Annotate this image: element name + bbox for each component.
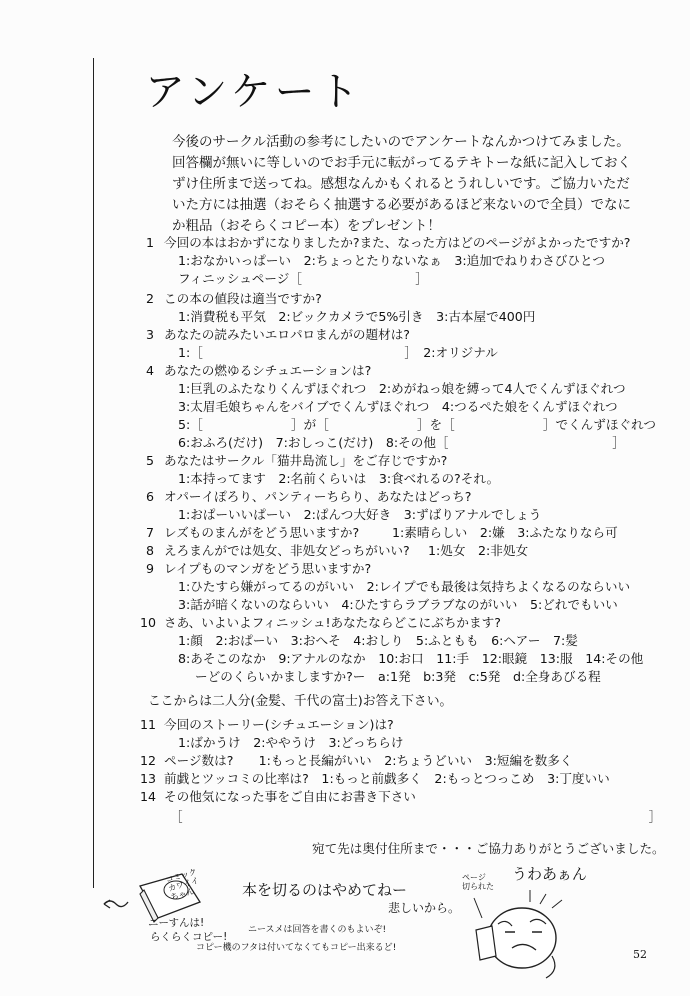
- closing-note: 宛て先は奥付住所まで・・・ご協力ありがとうございました。: [312, 841, 665, 856]
- option-line: 5:［ ］が［ ］を［ ］でくんずほぐれつ: [178, 417, 656, 432]
- margin-rule: [93, 58, 94, 888]
- option-line: 1:［ ］ 2:オリジナル: [178, 345, 498, 360]
- option-line: 1:おなかいっぱーい 2:ちょっとたりないなぁ 3:追加でねりわさびひとつ: [178, 253, 605, 268]
- option-line: 1:ばかうけ 2:ややうけ 3:どっちらけ: [178, 735, 404, 750]
- option-line: 1:処女 2:非処女: [428, 543, 529, 558]
- question-text: オパーイぽろり、パンティーちらり、あなたはどっち?: [164, 489, 472, 504]
- intro-line: ずけ住所まで送ってね。感想なんかもくれるとうれしいです。ご協力いただ: [172, 176, 630, 192]
- option-line: 3:話が暗くないのならいい 4:ひたすらラブラブなのがいい 5:どれでもいい: [178, 597, 618, 612]
- intro-line: 今後のサークル活動の参考にしたいのでアンケートなんかつけてみました。: [172, 134, 630, 150]
- question-text: あなたはサークル「猫井島流し」をご存じですか?: [164, 453, 448, 468]
- question-number: 5: [146, 453, 155, 468]
- question-text: レイプものマンガをどう思いますか?: [164, 561, 372, 576]
- question-text: さあ、いよいよフィニッシュ!あなたならどこにぶちかます?: [164, 615, 501, 630]
- crying-text: うわあぁん: [512, 865, 587, 883]
- page-cut-label: ページ 切られた: [462, 873, 494, 891]
- question-number: 11: [140, 717, 157, 732]
- book-cover-label: コミック カワイイ ちゃん: [164, 867, 200, 902]
- doodle-note: ニースメは回答を書くのもよいぞ!: [248, 925, 387, 935]
- question-number: 13: [140, 771, 157, 786]
- doodle-area: [0, 860, 690, 990]
- question-number: 7: [146, 525, 155, 540]
- doodle-note: らくらくコピー!: [150, 931, 228, 943]
- question-text: あなたの燃ゆるシチュエーションは?: [164, 363, 372, 378]
- question-number: 10: [140, 615, 157, 630]
- intro-line: いた方には抽選（おそらく抽選する必要があるほど来ないので全員）でなに: [172, 197, 631, 213]
- question-text: その他気になった事をご自由にお書き下さい: [164, 789, 416, 804]
- option-line: 1:顔 2:おぱーい 3:おへそ 4:おしり 5:ふともも 6:ヘアー 7:髪: [178, 633, 578, 648]
- cut-warning-text: 本を切るのはやめてねー: [242, 881, 408, 899]
- question-text: ページ数は? 1:もっと長編がいい 2:ちょうどいい 3:短編を数多く: [164, 753, 573, 768]
- page-number: 52: [633, 948, 647, 961]
- section-note: ここからは二人分(金髪、千代の富士)お答え下さい。: [148, 694, 453, 709]
- doodle-note: ニーすんは!: [148, 917, 205, 929]
- option-line: 8:あそこのなか 9:アナルのなか 10:お口 11:手 12:眼鏡 13:服 14:その他: [178, 651, 644, 666]
- question-number: 12: [140, 753, 157, 768]
- option-line: ーどのくらいかましますか?ー a:1発 b:3発 c:5発 d:全身あびる程: [195, 669, 601, 684]
- option-line: 1:ひたすら嫌がってるのがいい 2:レイプでも最後は気持ちよくなるのならいい: [178, 579, 631, 594]
- sad-text: 悲しいから。: [388, 901, 461, 915]
- question-text: この本の値段は適当ですか?: [164, 291, 322, 306]
- question-text: 今回の本はおかずになりましたか?また、なった方はどのページがよかったですか?: [164, 235, 631, 250]
- option-line: 1:巨乳のふたなりくんずほぐれつ 2:めがねっ娘を縛って4人でくんずほぐれつ: [178, 381, 626, 396]
- question-number: 9: [146, 561, 155, 576]
- option-line: 1:おぱーいいぱーい 2:ぱんつ大好き 3:ずばりアナルでしょう: [178, 507, 542, 522]
- option-line: 1:素晴らしい 2:嫌 3:ふたなりなら可: [392, 525, 618, 540]
- intro-paragraph: [172, 132, 632, 237]
- option-line: 3:太眉毛娘ちゃんをバイブでくんずほぐれつ 4:つるぺた娘をくんずほぐれつ: [178, 399, 618, 414]
- question-text: 前戯とツッコミの比率は? 1:もっと前戯多く 2:もっとつっこめ 3:丁度いい: [164, 771, 610, 786]
- question-number: 4: [146, 363, 155, 378]
- question-text: あなたの読みたいエロパロまんがの題材は?: [164, 327, 410, 342]
- question-number: 8: [146, 543, 155, 558]
- question-number: 2: [146, 291, 155, 306]
- question-text: えろまんがでは処女、非処女どっちがいい?: [164, 543, 410, 558]
- option-line: 1:本持ってます 2:名前くらいは 3:食べれるの?それ。: [178, 471, 500, 486]
- option-line: 6:おふろ(だけ) 7:おしっこ(だけ) 8:その他［ ］: [178, 435, 625, 450]
- pointer-arrow: [474, 898, 482, 918]
- intro-line: か粗品（おそらくコピー本）をプレゼント！: [172, 218, 441, 234]
- doodle-note: コピー機のフタは付いてなくてもコピー出来るど!: [196, 943, 397, 953]
- question-number: 1: [146, 235, 155, 250]
- option-line: 1:消費税も平気 2:ビックカメラで5%引き 3:古本屋で400円: [178, 309, 536, 324]
- question-number: 3: [146, 327, 155, 342]
- option-line: フィニッシュページ［ ］: [178, 271, 428, 286]
- intro-line: 回答欄が無いに等しいのでお手元に転がってるテキトーな紙に記入しておく: [172, 155, 631, 171]
- question-text: 今回のストーリー(シチュエーション)は?: [164, 717, 394, 732]
- question-number: 6: [146, 489, 155, 504]
- page-title: アンケート: [145, 69, 363, 115]
- free-answer-bracket: ［ ］: [170, 809, 662, 824]
- question-text: レズものまんがをどう思いますか?: [164, 525, 360, 540]
- crying-character: [476, 890, 562, 978]
- question-number: 14: [140, 789, 157, 804]
